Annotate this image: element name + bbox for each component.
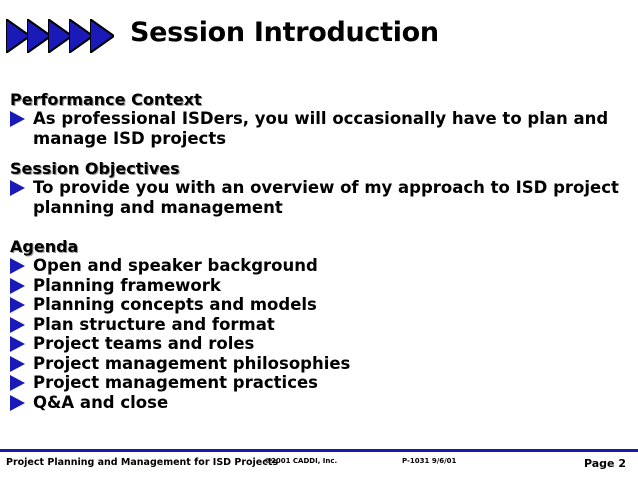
footer-divider (0, 449, 638, 452)
bullet-item (10, 109, 630, 148)
agenda-item-text: Project management practices (33, 373, 318, 392)
agenda-item (10, 354, 630, 374)
agenda-item (10, 276, 630, 296)
section-heading-agenda: Agenda (10, 237, 79, 256)
agenda-item-text: Plan structure and format (33, 314, 275, 334)
footer-course-title: Project Planning and Management for ISD Projects (6, 457, 279, 468)
triangle-bullet-icon (10, 356, 25, 372)
agenda-item (10, 256, 630, 276)
bullet-text: As professional ISDers, you will occasionally have to plan and manage ISD projects (33, 109, 609, 148)
triangle-bullet-icon (10, 375, 25, 391)
triangle-bullet-icon (10, 180, 25, 196)
agenda-item (10, 334, 630, 354)
agenda-item-text: Project teams and roles (33, 334, 255, 353)
triangle-bullet-icon (10, 111, 25, 127)
bullet-item (10, 178, 630, 217)
triangle-bullet-icon (10, 336, 25, 352)
triangle-bullet-icon (10, 278, 25, 294)
agenda-item-text: Q&A and close (33, 392, 169, 412)
bullet-text: To provide you with an overview of my approach to ISD project planning and management (33, 178, 619, 217)
logo-chevrons (6, 19, 111, 53)
agenda-item (10, 295, 630, 315)
slide-footer (6, 455, 632, 471)
triangle-bullet-icon (10, 395, 25, 411)
agenda-item-text: Open and speaker background (33, 256, 318, 275)
section-heading-performance-context: Performance Context (10, 90, 202, 109)
slide-title: Session Introduction (130, 17, 439, 48)
footer-document-code: P-1031 9/6/01 (402, 457, 457, 465)
agenda-item (10, 393, 630, 413)
agenda-item-text: Project management philosophies (33, 353, 351, 373)
agenda-item-text: Planning framework (33, 275, 221, 295)
agenda-item (10, 373, 630, 393)
slide-content (10, 90, 630, 412)
agenda-item-text: Planning concepts and models (33, 295, 317, 314)
section-heading-session-objectives: Session Objectives (10, 159, 180, 178)
agenda-item (10, 315, 630, 335)
triangle-bullet-icon (10, 297, 25, 313)
triangle-bullet-icon (10, 317, 25, 333)
footer-copyright: ©2001 CADDI, Inc. (264, 457, 338, 465)
triangle-bullet-icon (10, 258, 25, 274)
footer-page-number: Page 2 (583, 457, 626, 470)
chevron-icon (90, 19, 114, 53)
